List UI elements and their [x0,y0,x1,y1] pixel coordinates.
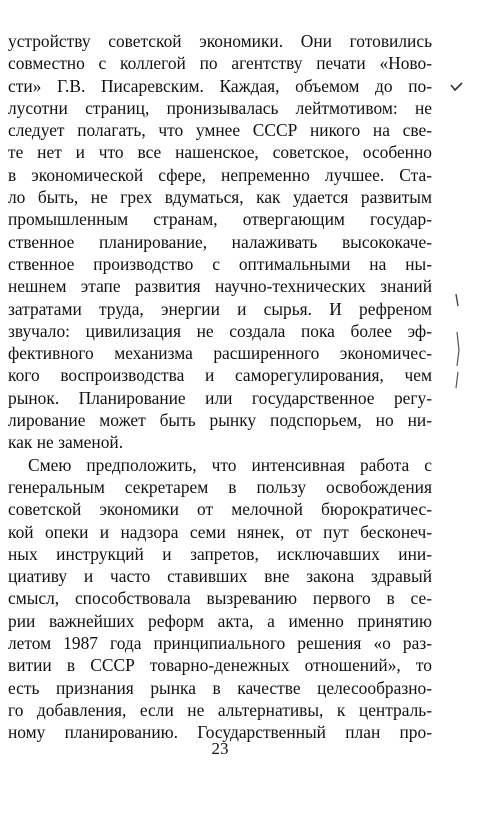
text-line: устройству советской экономики. Они готовились [8,31,432,51]
text-line: фективного механизма расширенного экономичес- [8,343,432,364]
text-line: летом 1987 года принципиального решения «о раз- [8,633,432,654]
text-line: советской экономики от мелочной бюрократичес- [8,499,432,520]
paragraph [8,454,432,744]
text-line: звучало: цивилизация не создала пока более эф- [8,320,432,341]
text-line: ному планированию. Государственный план про- [8,722,432,743]
paragraph [8,30,432,454]
text-line: промышленным странам, отвергающим государ- [8,209,432,230]
text-line: те нет и что все нашенское, советское, особенно [8,142,432,163]
text-line: лусотни страниц, пронизывалась лейтмотивом: не [8,97,432,118]
text-line: генеральным секретарем в пользу освобождения [8,476,432,497]
text-line: как не заменой. [8,432,124,453]
text-line: циативу и часто ставивших вне закона здравый [8,566,432,587]
text-line: ных инструкций и запретов, исключавших ини- [8,543,432,564]
text-line: затратами труда, энергии и сырья. И рефреном [8,298,432,319]
body-text [8,30,432,744]
text-line: витии в СССР товарно-денежных отношений», то [8,655,432,676]
text-line: в экономической сфере, непременно лучшее. Ста- [8,164,432,185]
text-line: рынок. Планирование или государственное регу- [8,387,432,408]
text-line: совместно с коллегой по агентству печати «Ново- [8,53,432,74]
text-line: следует полагать, что умнее СССР никого на све- [8,120,432,141]
text-line: смысл, способствовала вызреванию первого в се- [8,588,432,609]
text-line: нешнем этапе развития научно-технических знаний [8,276,432,297]
text-line: сти» Г.В. Писаревским. Каждая, объемом до по- [8,75,432,96]
text-line: кого воспроизводства и саморегулирования, чем [8,365,432,386]
pencil-margin-line [452,292,464,392]
text-line: кой опеки и надзора семи нянек, от пут бесконеч- [8,521,432,542]
pencil-check-mark [450,82,464,94]
page-number: 23 [211,739,229,758]
text-line: Смею предположить, что интенсивная работа с [28,454,432,475]
text-line: ло быть, не грех вдуматься, как удается развитым [8,187,432,208]
text-line: лирование может быть рынку подспорьем, но ни- [8,410,432,431]
text-line: рии важнейших реформ акта, а именно принятию [8,610,432,631]
text-line: есть признания рынка в качестве целесообразно- [8,677,432,698]
text-line: го добавления, если не альтернативы, к централь- [8,699,432,720]
text-line: ственное планирование, налаживать высококаче- [8,231,432,252]
text-line: ственное производство с оптимальными на ны- [8,253,432,274]
